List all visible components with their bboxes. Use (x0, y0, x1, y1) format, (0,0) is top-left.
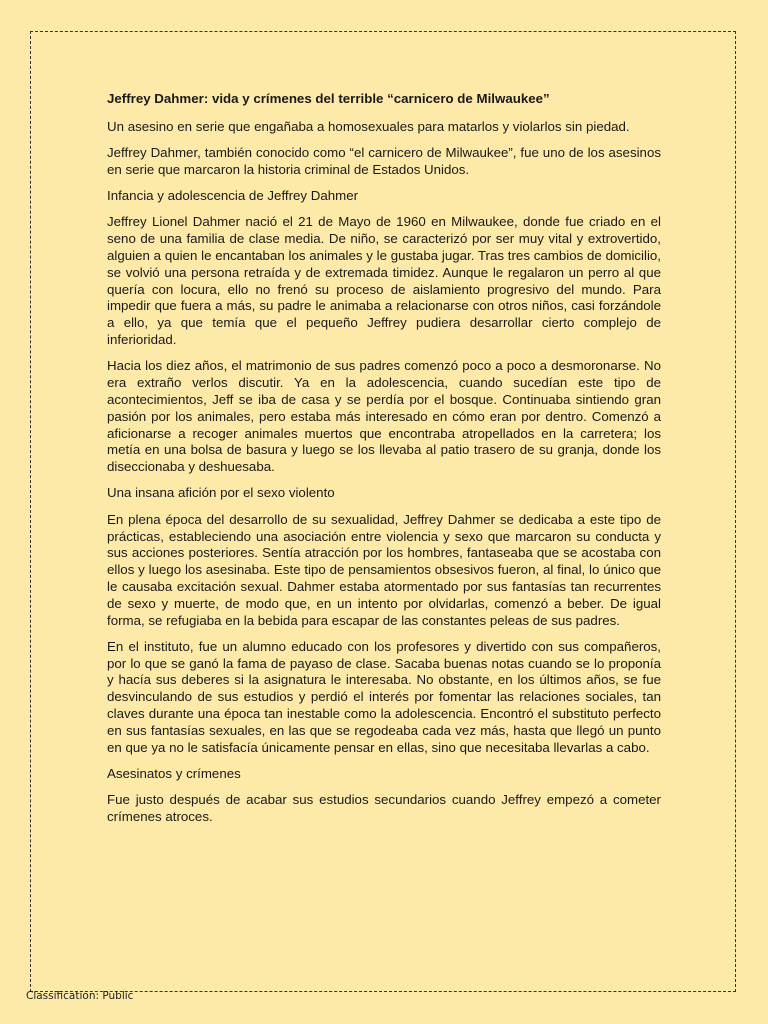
paragraph: En el instituto, fue un alumno educado con los profesores y divertido con sus compañeros, por lo que se ganó la fama de payaso de clase. Sacaba buenas notas cuando se lo proponía y hacía sus deberes si la asignatura le interesaba. No obstante, en los últimos años, se fue desvinculando de sus estudios y perdió el interés por fomentar las relaciones sociales, tan claves durante una época tan inestable como la adolescencia. Encontró el substituto perfecto en sus fantasías sexuales, en las que se regodeaba cada vez más, hasta que llegó un punto en que ya no le satisfacía únicamente pensar en ellas, sino que necesitaba llevarlas a cabo. (107, 638, 661, 755)
section-heading-violent-sex: Una insana afición por el sexo violento (107, 485, 335, 501)
section-heading-murders: Asesinatos y crímenes (107, 765, 241, 781)
section-heading-childhood: Infancia y adolescencia de Jeffrey Dahmer (107, 188, 359, 204)
document-title: Jeffrey Dahmer: vida y crímenes del terrible “carnicero de Milwaukee” (107, 91, 550, 106)
paragraph: Fue justo después de acabar sus estudios secundarios cuando Jeffrey empezó a cometer crímenes atroces. (107, 792, 661, 824)
intro-paragraph: Jeffrey Dahmer, también conocido como “el carnicero de Milwaukee”, fue uno de los asesinos en serie que marcaron la historia criminal de Estados Unidos. (107, 145, 661, 177)
paragraph: Hacia los diez años, el matrimonio de sus padres comenzó poco a poco a desmoronarse. No era extraño verlos discutir. Ya en la adolescencia, cuando sucedían este tipo de acontecimientos, Jeff se iba de casa y se perdía por el bosque. Continuaba sintiendo gran pasión por los animales, pero estaba más interesado en cómo eran por dentro. Comenzó a aficionarse a recoger animales muertos que encontraba atropellados en la carretera; los metía en una bolsa de basura y luego se los llevaba al patio trasero de su granja, donde los diseccionaba y deshuesaba. (107, 358, 661, 475)
paragraph: Jeffrey Lionel Dahmer nació el 21 de Mayo de 1960 en Milwaukee, donde fue criado en el seno de una familia de clase media. De niño, se caracterizó por ser muy vital y extrovertido, alguien a quien le encantaban los animales y le gustaba jugar. Tras tres cambios de domicilio, se volvió una persona retraída y de extremada timidez. Aunque le regalaron un perro al que quería con locura, ello no frenó su proceso de aislamiento progresivo del mundo. Para impedir que fuera a más, su padre le animaba a relacionarse con otros niños, casi forzándole a ello, ya que temía que el pequeño Jeffrey pudiera desarrollar cierto complejo de inferioridad. (107, 214, 661, 348)
document-body (107, 91, 661, 835)
classification-label: Classification: Public (26, 990, 134, 1002)
paragraph: En plena época del desarrollo de su sexualidad, Jeffrey Dahmer se dedicaba a este tipo de prácticas, estableciendo una asociación entre violencia y sexo que marcaron su conducta y sus acciones posteriores. Sentía atracción por los hombres, fantaseaba que se acostaba con ellos y luego los asesinaba. Este tipo de pensamientos obsesivos fueron, al final, lo único que le causaba excitación sexual. Dahmer estaba atormentado por sus fantasías tan recurrentes de sexo y muerte, de modo que, en un intento por olvidarlas, comenzó a beber. De igual forma, se refugiaba en la bebida para escapar de las constantes peleas de sus padres. (107, 511, 661, 628)
document-subtitle: Un asesino en serie que engañaba a homosexuales para matarlos y violarlos sin piedad. (107, 118, 630, 134)
